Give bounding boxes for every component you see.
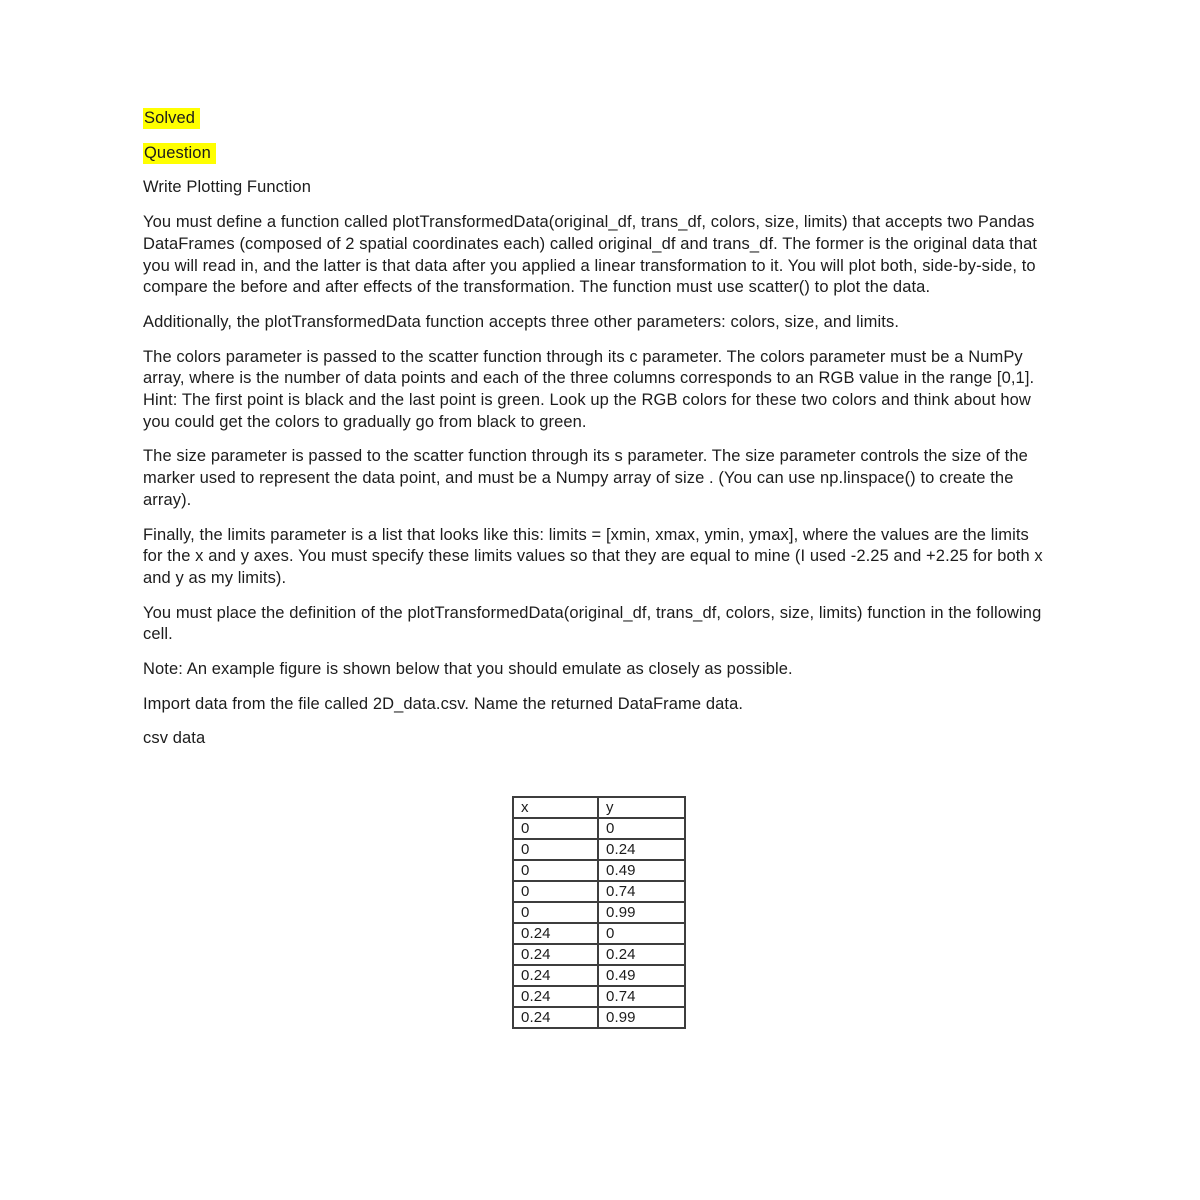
table-row bbox=[513, 923, 685, 944]
cell-x: 0 bbox=[513, 860, 598, 881]
paragraph-limits-param: Finally, the limits parameter is a list that looks like this: limits = [xmin, xmax, ymin, ymax], where the values are the limits for the x and y axes. You must specify these limits values so that they are equal to mine (I used -2.25 and +2.25 for both x and y as my limits). bbox=[143, 525, 1043, 587]
paragraph-function-definition: You must define a function called plotTransformedData(original_df, trans_df, colors, size, limits) that accepts two Pandas DataFrames (composed of 2 spatial coordinates each) called original_df and trans_df. The former is the original data that you will read in, and the latter is that data after you applied a linear transformation to it. You will plot both, side-by-side, to compare the before and after effects of the transformation. The function must use scatter() to plot the data. bbox=[143, 213, 1038, 297]
cell-y: 0 bbox=[598, 923, 685, 944]
paragraph-placement: You must place the definition of the plotTransformedData(original_df, trans_df, colors, size, limits) function in the following cell. bbox=[143, 603, 1042, 644]
table-row bbox=[513, 902, 685, 923]
csv-data-label: csv data bbox=[143, 729, 206, 748]
paragraph-import-data: Import data from the file called 2D_data.csv. Name the returned DataFrame data. bbox=[143, 694, 744, 713]
cell-x: 0.24 bbox=[513, 965, 598, 986]
cell-y: 0.24 bbox=[598, 839, 685, 860]
table-row bbox=[513, 860, 685, 881]
cell-y: 0.49 bbox=[598, 860, 685, 881]
section-badge-row bbox=[143, 143, 1048, 165]
table-row bbox=[513, 881, 685, 902]
cell-x: 0 bbox=[513, 839, 598, 860]
cell-y: 0.99 bbox=[598, 902, 685, 923]
table-row bbox=[513, 818, 685, 839]
cell-x: 0 bbox=[513, 902, 598, 923]
table-header-row bbox=[513, 797, 685, 818]
paragraph-note: Note: An example figure is shown below that you should emulate as closely as possible. bbox=[143, 660, 793, 679]
cell-y: 0 bbox=[598, 818, 685, 839]
cell-y: 0.24 bbox=[598, 944, 685, 965]
status-badge: Solved bbox=[143, 108, 200, 129]
cell-y: 0.74 bbox=[598, 881, 685, 902]
cell-x: 0.24 bbox=[513, 944, 598, 965]
cell-y: 0.74 bbox=[598, 986, 685, 1007]
cell-x: 0 bbox=[513, 881, 598, 902]
table-row bbox=[513, 986, 685, 1007]
status-badge-row bbox=[143, 108, 1048, 130]
paragraph-additional-params: Additionally, the plotTransformedData function accepts three other parameters: colors, size, and limits. bbox=[143, 312, 900, 331]
cell-x: 0.24 bbox=[513, 1007, 598, 1028]
table-header-x: x bbox=[513, 797, 598, 818]
table-header-y: y bbox=[598, 797, 685, 818]
table-row bbox=[513, 944, 685, 965]
csv-data-table bbox=[512, 796, 686, 1029]
cell-x: 0.24 bbox=[513, 923, 598, 944]
cell-x: 0.24 bbox=[513, 986, 598, 1007]
document-content bbox=[143, 108, 1048, 1029]
table-row bbox=[513, 1007, 685, 1028]
paragraph-colors-param: The colors parameter is passed to the scatter function through its c parameter. The colors parameter must be a NumPy array, where is the number of data points and each of the three columns corresponds to an RGB value in the range [0,1]. Hint: The first point is black and the last point is green. Look up the RGB colors for these two colors and think about how you could get the colors to gradually go from black to green. bbox=[143, 347, 1035, 431]
page-title: Write Plotting Function bbox=[143, 178, 311, 197]
paragraph-size-param: The size parameter is passed to the scatter function through its s parameter. The size parameter controls the size of the marker used to represent the data point, and must be a Numpy array of size . (You can use np.linspace() to create the array). bbox=[143, 447, 1028, 509]
cell-y: 0.49 bbox=[598, 965, 685, 986]
cell-x: 0 bbox=[513, 818, 598, 839]
section-badge: Question bbox=[143, 143, 216, 164]
cell-y: 0.99 bbox=[598, 1007, 685, 1028]
table-row bbox=[513, 839, 685, 860]
table-row bbox=[513, 965, 685, 986]
